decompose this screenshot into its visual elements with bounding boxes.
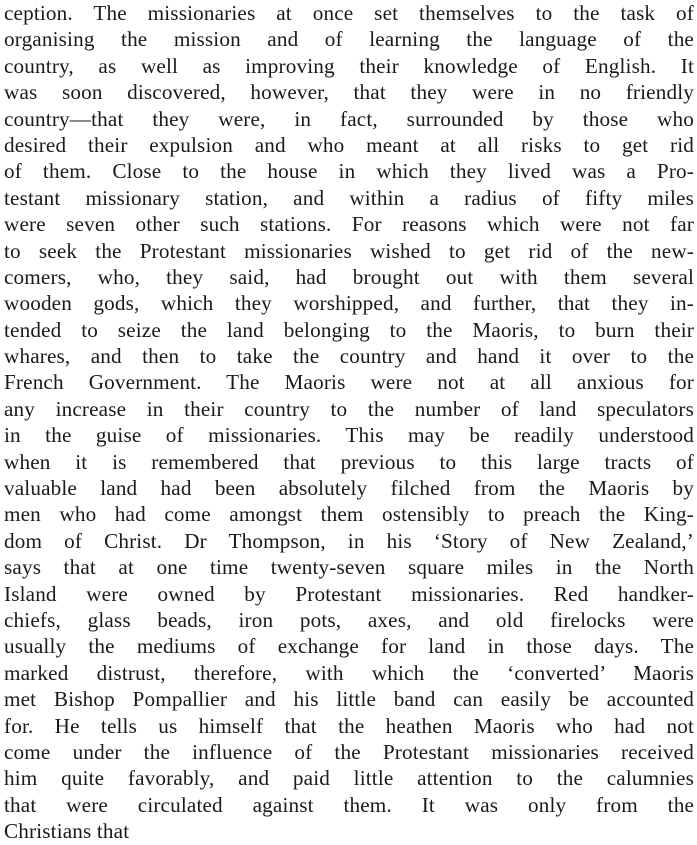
text-line: comers, who, they said, had brought out with them several: [4, 264, 694, 289]
document-page: [4, 0, 694, 845]
text-line: country, as well as improving their knowledge of English. It: [4, 53, 694, 78]
text-line: that were circulated against them. It was only from the: [4, 792, 694, 817]
text-line: valuable land had been absolutely filched from the Maoris by: [4, 476, 694, 501]
text-line: him quite favorably, and paid little attention to the calumnies: [4, 766, 694, 791]
text-line: testant missionary station, and within a radius of fifty miles: [4, 185, 694, 210]
text-line: were seven other such stations. For reasons which were not far: [4, 212, 694, 237]
text-line: of them. Close to the house in which they lived was a Pro-: [4, 159, 694, 184]
text-line: in the guise of missionaries. This may be readily understood: [4, 423, 694, 448]
text-line: met Bishop Pompallier and his little band can easily be accounted: [4, 687, 694, 712]
text-line: tended to seize the land belonging to the Maoris, to burn their: [4, 317, 694, 342]
text-line: come under the influence of the Protestant missionaries received: [4, 739, 694, 764]
text-line: dom of Christ. Dr Thompson, in his ‘Story of New Zealand,’: [4, 528, 694, 553]
text-line: French Government. The Maoris were not at all anxious for: [4, 370, 694, 395]
text-line: says that at one time twenty-seven square miles in the North: [4, 555, 694, 580]
text-line: country—that they were, in fact, surrounded by those who: [4, 106, 694, 131]
text-line: Island were owned by Protestant missionaries. Red handker-: [4, 581, 694, 606]
text-line: for. He tells us himself that the heathen Maoris who had not: [4, 713, 694, 738]
text-line: Christians that: [4, 819, 130, 844]
text-line: wooden gods, which they worshipped, and further, that they in-: [4, 291, 694, 316]
text-line: chiefs, glass beads, iron pots, axes, and old firelocks were: [4, 607, 694, 632]
text-line: whares, and then to take the country and hand it over to the: [4, 344, 694, 369]
text-line: desired their expulsion and who meant at all risks to get rid: [4, 132, 694, 157]
text-line: ception. The missionaries at once set themselves to the task of: [4, 1, 694, 25]
text-line: when it is remembered that previous to this large tracts of: [4, 449, 694, 474]
text-line: organising the mission and of learning the language of the: [4, 27, 694, 52]
text-line: to seek the Protestant missionaries wished to get rid of the new-: [4, 238, 694, 263]
text-line: men who had come amongst them ostensibly to preach the King-: [4, 502, 694, 527]
text-line: any increase in their country to the number of land speculators: [4, 396, 694, 421]
text-line: was soon discovered, however, that they were in no friendly: [4, 80, 694, 105]
text-line: usually the mediums of exchange for land in those days. The: [4, 634, 694, 659]
text-line: marked distrust, therefore, with which the ‘converted’ Maoris: [4, 660, 694, 685]
